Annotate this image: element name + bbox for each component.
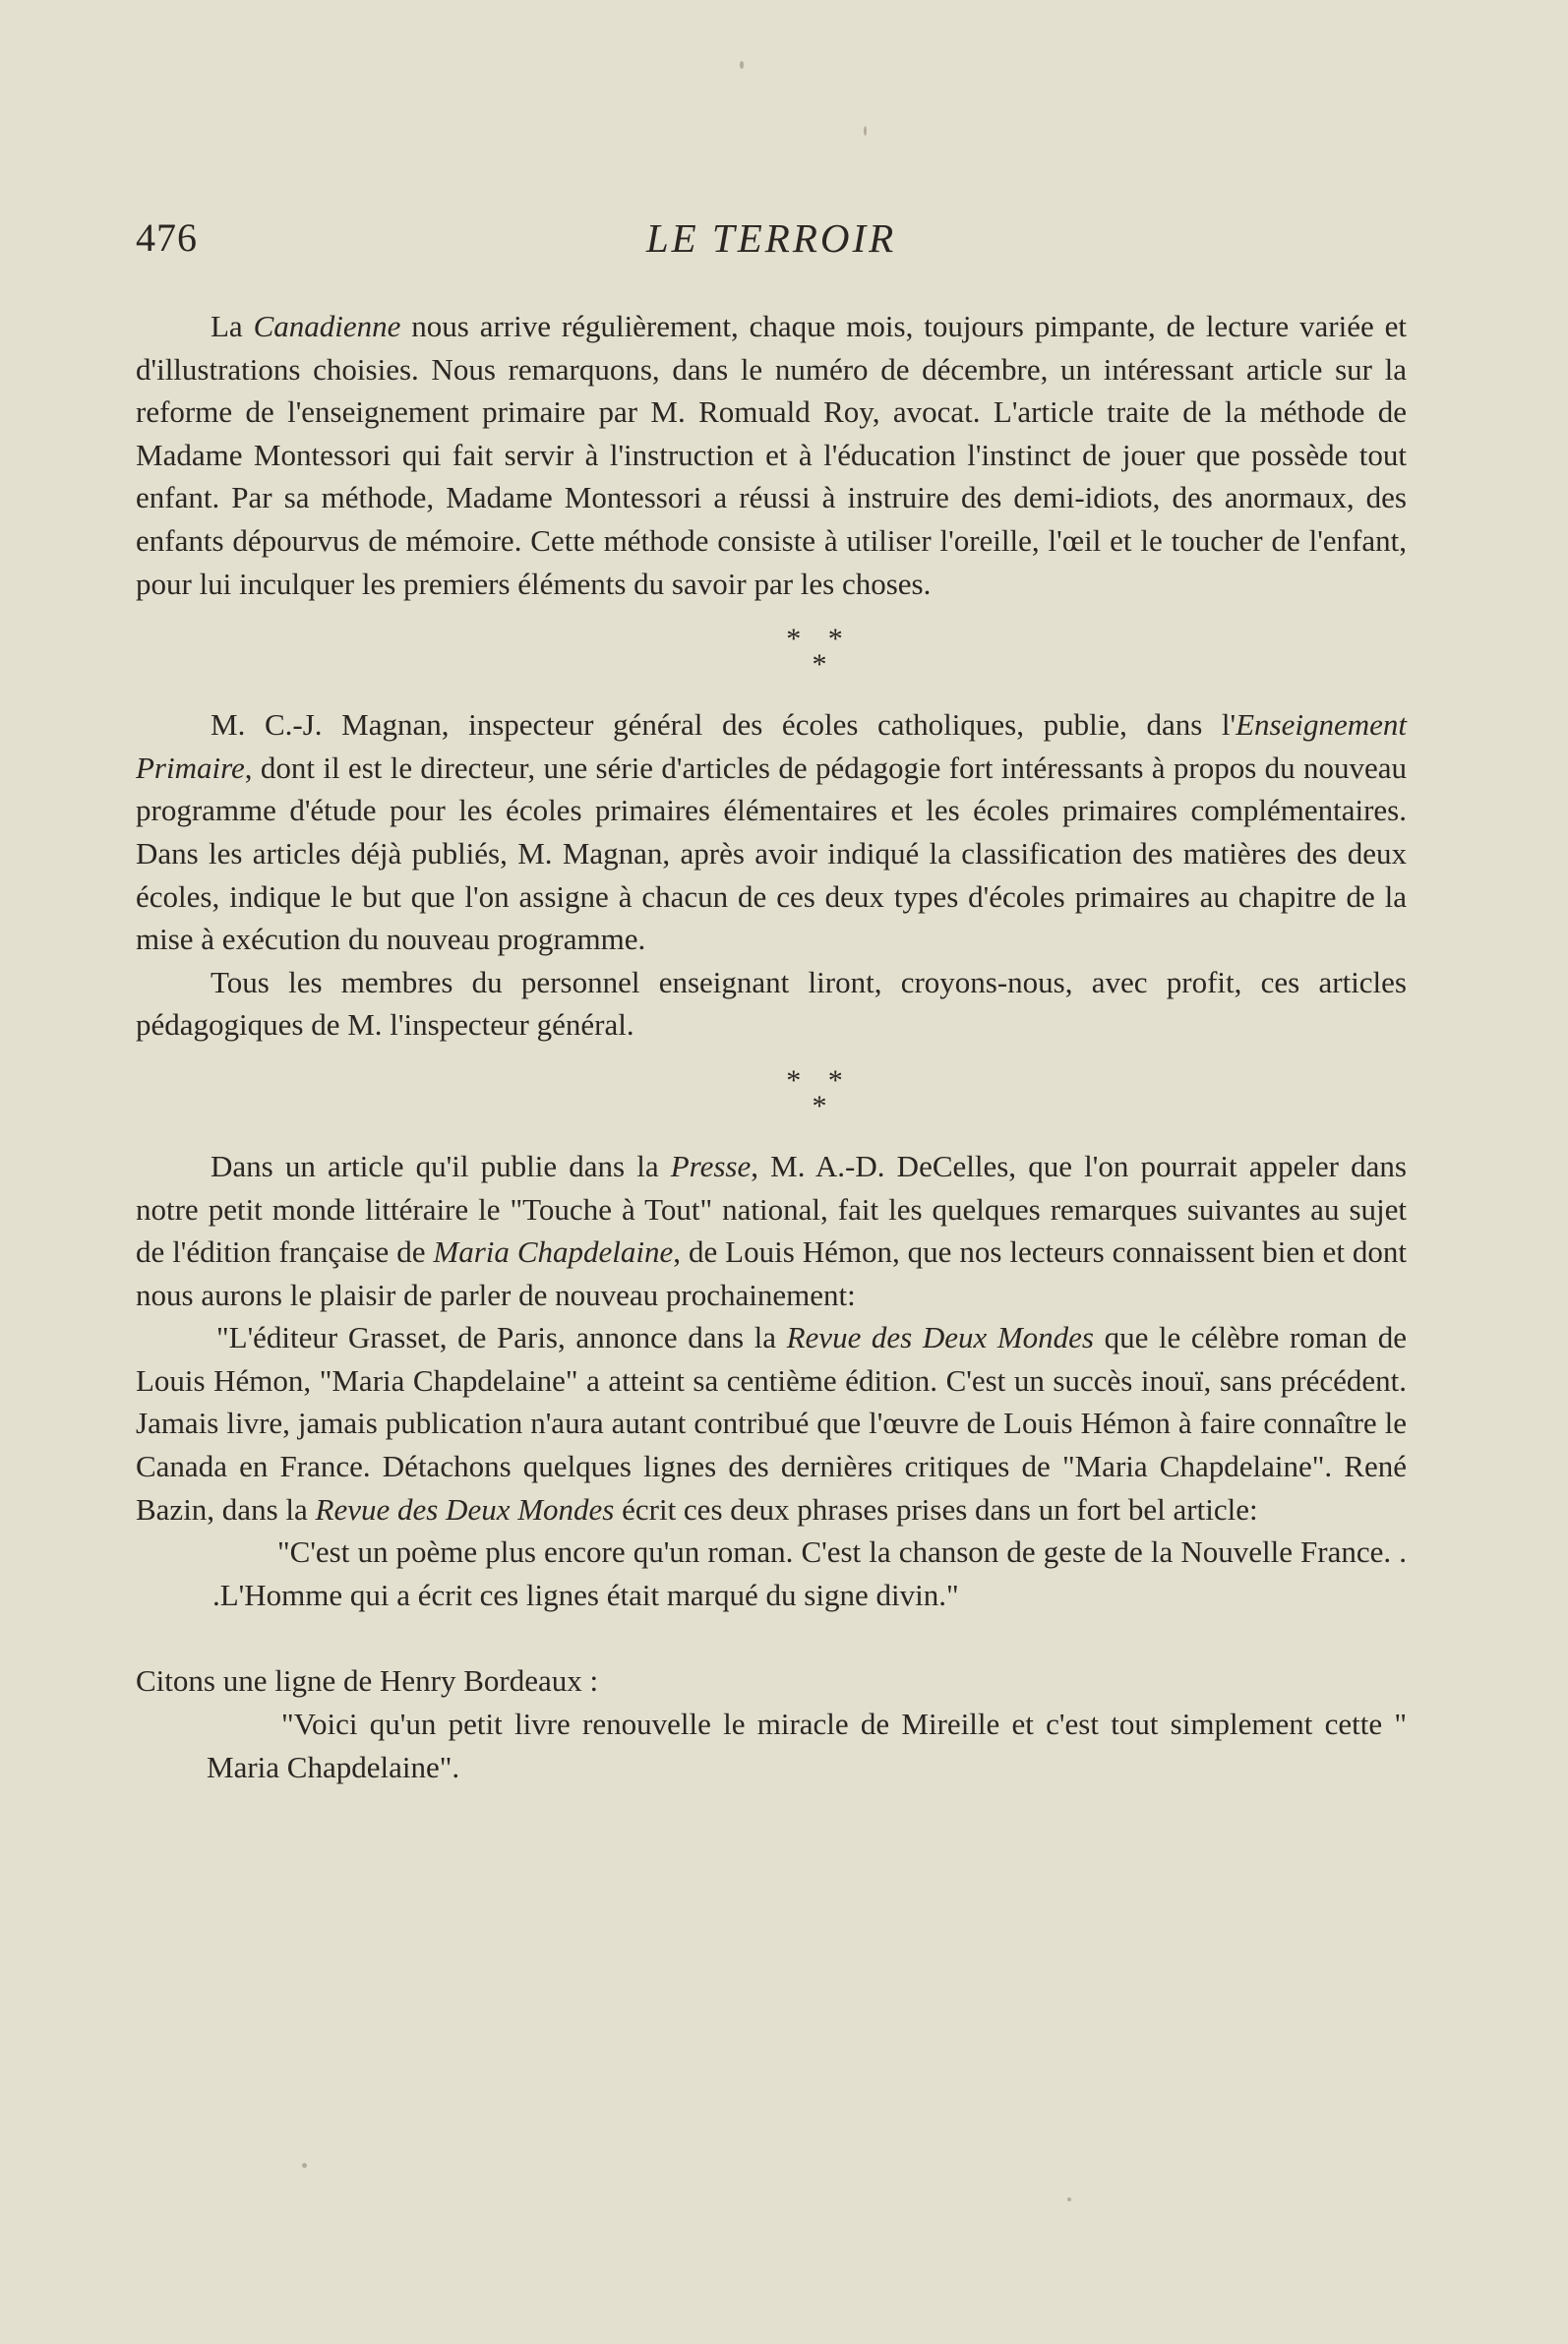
paragraph-bordeaux: Citons une ligne de Henry Bordeaux : xyxy=(136,1663,599,1699)
publication-title: Revue des Deux Mondes xyxy=(786,1320,1094,1355)
text-run: , M. A.-D. DeCelles, que l'on pourrait appeler dans notre petit monde littéraire le "Touche à Tout" national, fait les quelques remarques suivantes au sujet de l'édition française de xyxy=(136,1148,1407,1270)
paper-speck xyxy=(302,2163,307,2168)
paragraph-membres: Tous les membres du personnel enseignant liront, croyons-nous, avec profit, ces articles pédagogiques de M. l'inspecteur général. xyxy=(136,964,1407,1043)
asterism-row: * * xyxy=(786,1063,853,1097)
page-header xyxy=(136,214,1407,270)
page-number: 476 xyxy=(136,215,198,260)
text-run: Dans un article qu'il publie dans la xyxy=(211,1148,671,1183)
running-title: LE TERROIR xyxy=(645,215,897,261)
text-run: "L'éditeur Grasset, de Paris, annonce dans la xyxy=(216,1320,787,1355)
book-title: Maria Chapdelaine xyxy=(433,1234,674,1270)
publication-title: Revue des Deux Mondes xyxy=(315,1491,615,1527)
paragraph-canadienne xyxy=(136,305,1407,605)
text-run: , de Louis Hémon, que nos lecteurs connaissent bien et dont nous aurons le plaisir de parler de nouveau prochainement: xyxy=(136,1234,1407,1312)
paper-speck xyxy=(864,126,867,136)
paper-speck xyxy=(740,61,744,69)
text-run: , dont il est le directeur, une série d'articles de pédagogie fort intéressants à propos du nouveau programme d'étude pour les écoles primaires élémentaires et les écoles primaires complémentaires. Dans les articles déjà publiés, M. Magnan, après avoir indiqué la classification des matières des deux écoles, indique le but que l'on assigne à chacun de ces deux types d'écoles primaires au chapitre de la mise à exécution du nouveau programme. xyxy=(136,750,1407,957)
asterism-divider xyxy=(136,623,1407,682)
publication-title: Presse xyxy=(670,1148,752,1183)
publication-title: Canadienne xyxy=(253,309,401,343)
quotation-grasset xyxy=(136,1316,1407,1531)
quotation-bazin: "C'est un poème plus encore qu'un roman. C'est la chanson de geste de la Nouvelle France. . .L'Homme qui a écrit ces lignes était marqué du signe divin." xyxy=(212,1534,1407,1612)
publication-title: Enseignement Primaire xyxy=(136,707,1407,785)
article-body xyxy=(136,305,1407,1788)
text-run: que le célèbre roman de Louis Hémon, "Maria Chapdelaine" a atteint sa centième édition. C'est un succès inouï, sans précédent. Jamais livre, jamais publication n'aura autant contribué que l'œuvre de Louis Hémon à faire connaître le Canada en France. Détachons quelques lignes des dernières critiques de "Maria Chapdelaine". René Bazin, dans la xyxy=(136,1320,1408,1527)
paper-speck xyxy=(1067,2197,1071,2201)
quotation-bordeaux: "Voici qu'un petit livre renouvelle le miracle de Mireille et c'est tout simplement cette " Maria Chapdelaine". xyxy=(207,1707,1407,1784)
asterism-row: * xyxy=(812,1089,827,1122)
paragraph-decelles xyxy=(136,1145,1407,1316)
asterism-row: * xyxy=(812,648,827,682)
asterism-divider xyxy=(136,1063,1407,1122)
text-run: écrit ces deux phrases prises dans un fort bel article: xyxy=(614,1491,1258,1527)
asterism-row: * * xyxy=(786,623,853,656)
text-run: nous arrive régulièrement, chaque mois, toujours pimpante, de lecture variée et d'illustrations choisies. Nous remarquons, dans le numéro de décembre, un intéressant article sur la reforme de l'enseignement primaire par M. Romuald Roy, avocat. L'article traite de la méthode de Madame Montessori qui fait servir à l'instruction et à l'éducation l'instinct de jouer que possède tout enfant. Par sa méthode, Madame Montessori a réussi à instruire des demi-idiots, des anormaux, des enfants dépourvus de mémoire. Cette méthode consiste à utiliser l'oreille, l'œil et le toucher de l'enfant, pour lui inculquer les premiers éléments du savoir par les choses. xyxy=(136,309,1407,601)
paragraph-magnan xyxy=(136,703,1407,961)
text-run: La xyxy=(211,309,254,343)
text-run: M. C.-J. Magnan, inspecteur général des écoles catholiques, publie, dans l' xyxy=(211,707,1236,743)
